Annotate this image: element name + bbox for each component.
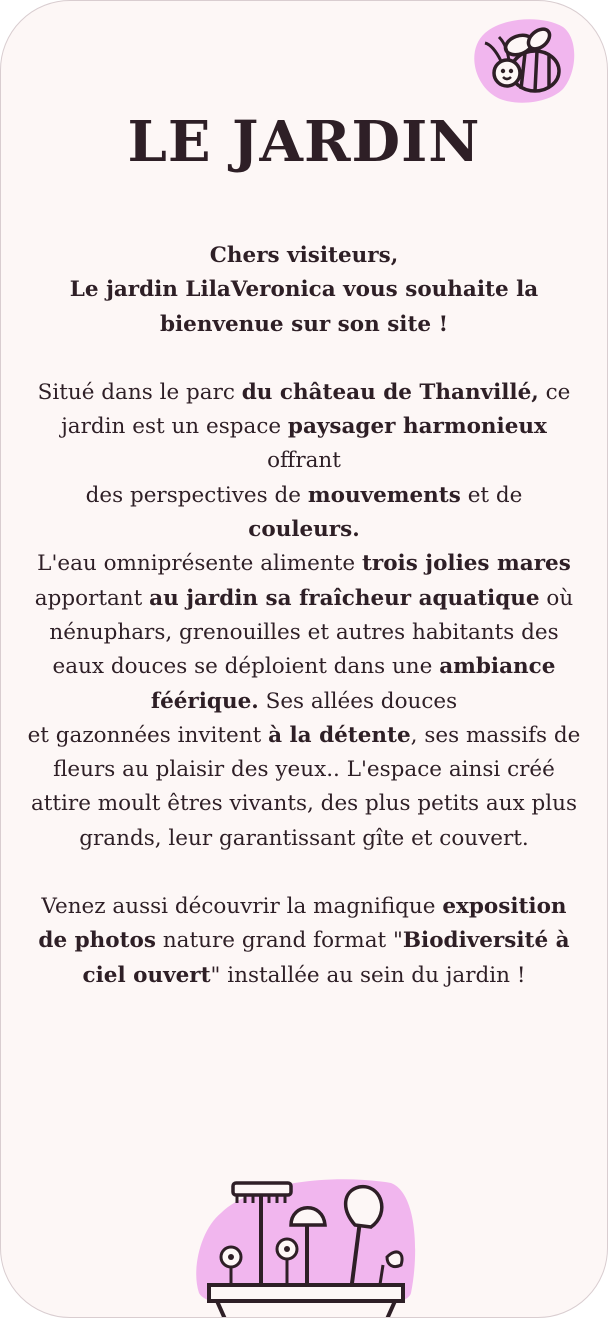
page-title: LE JARDIN [127, 109, 481, 175]
greeting: Chers visiteurs, [209, 243, 399, 268]
garden-tools-pot-icon [191, 1173, 421, 1318]
welcome-text [27, 239, 581, 993]
bee-icon [463, 15, 579, 107]
description-paragraph: Situé dans le parc du château de Thanvillé, ce jardin est un espace paysager harmonieux offrant des perspectives de mouvements et de couleurs. L'eau omniprésente alimente trois jolies mares apportant au jardin sa fraîcheur aquatique où nénuphars, grenouilles et autres habitants des eaux douces se déploient dans une ambiance féérique. Ses allées douces et gazonnées invitent à la détente, ses massifs de fleurs au plaisir des yeux.. L'espace ainsi créé attire moult êtres vivants, des plus petits aux plus grands, leur garantissant gîte et couvert. [27, 379, 581, 851]
exhibition-paragraph: Venez aussi découvrir la magnifique exposition de photos nature grand format "Biodiversité à ciel ouvert" installée au sein du jardin ! [38, 894, 570, 988]
welcome-line: Le jardin LilaVeronica vous souhaite la bienvenue sur son site ! [69, 277, 539, 337]
